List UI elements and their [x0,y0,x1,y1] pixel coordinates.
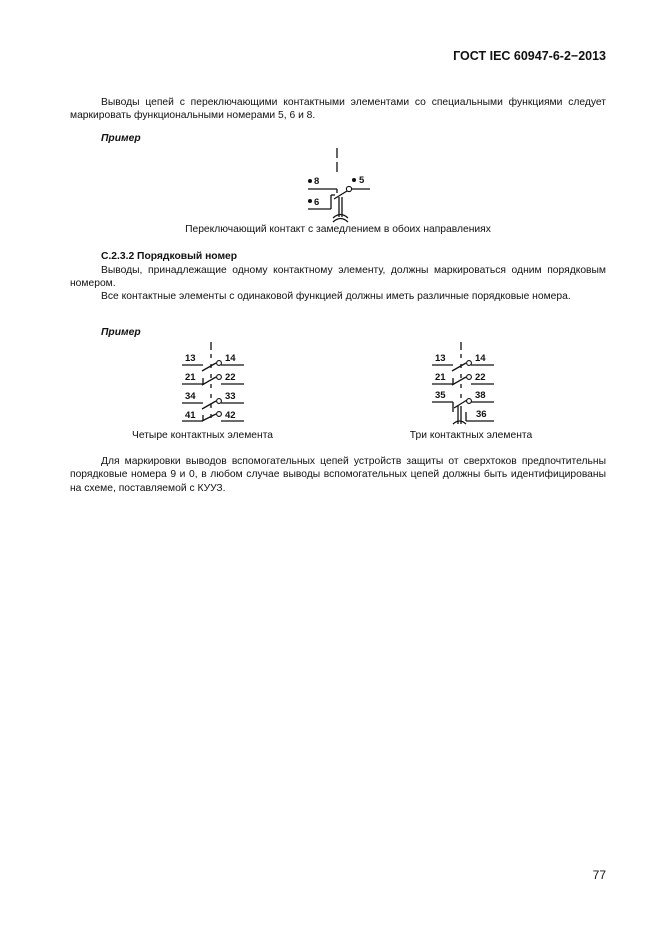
section-heading: С.2.3.2 Порядковый номер [101,251,238,262]
example1-caption: Переключающий контакт с замедлением в обоих направлениях [185,224,491,235]
four-contacts-diagram [178,340,248,422]
delay-arc-2 [333,219,348,223]
terminal-35: 35 [435,390,446,401]
intro-paragraph: Выводы цепей с переключающими контактными элементами со специальными функциями следует маркировать функциональными номерами 5, 6 и 8. [70,97,606,122]
closing-paragraph: Для маркировки выводов вспомогательных цепей устройств защиты от сверхтоков предпочтительны порядковые номера 9 и 0, в любом случае выводы вспомогательных цепей должны быть идентифицированы на схеме, поставляемой с КУУЗ. [70,456,606,494]
terminal-label-8: 8 [314,176,320,187]
contact-point-14 [467,361,472,366]
terminal-34: 34 [185,391,196,402]
changeover-contact-diagram [295,145,385,223]
terminal-dot-8 [308,179,312,183]
section-paragraph-2: Все контактные элементы с одинаковой функцией должны иметь различные порядковые номера. [101,291,571,302]
right-diagram-caption: Три контактных элемента [409,430,533,441]
contact-41-42 [202,414,216,421]
delay-arc-1 [333,215,348,219]
terminal-13: 13 [185,353,196,364]
example-label-1: Пример [101,133,141,144]
contact-13-14 [202,363,216,371]
left-diagram-caption: Четыре контактных элемента [131,430,274,441]
terminal-42: 42 [225,410,236,421]
terminal-14: 14 [475,353,486,364]
terminal-22: 22 [225,372,236,383]
contact-point-42 [217,412,222,417]
contact-point-33 [217,399,222,404]
terminal-14: 14 [225,353,236,364]
terminal-dot-5 [352,178,356,182]
terminal-13: 13 [435,353,446,364]
terminal-label-5: 5 [359,175,365,186]
terminal-38: 38 [475,390,486,401]
contact-point-5 [346,186,351,191]
terminal-41: 41 [185,410,196,421]
terminal-22: 22 [475,372,486,383]
contact-point-22 [467,375,472,380]
delay-arc [453,421,466,424]
terminal-36: 36 [476,409,487,420]
moving-contact [334,191,347,199]
contact-point-38 [467,399,472,404]
terminal-dot-6 [308,199,312,203]
document-header: ГОСТ IEC 60947-6-2−2013 [453,49,606,63]
terminal-21: 21 [185,372,196,383]
three-contacts-diagram [428,340,498,426]
section-paragraph-1: Выводы, принадлежащие одному контактному элементу, должны маркироваться одним порядковым номером. [70,265,606,290]
contact-21-22 [202,377,216,385]
contact-21-22 [452,377,466,385]
contact-13-14 [452,363,466,371]
contact-point-22 [217,375,222,380]
terminal-33: 33 [225,391,236,402]
example-label-2: Пример [101,327,141,338]
terminal-21: 21 [435,372,446,383]
contact-point-14 [217,361,222,366]
contact-34-33 [202,401,216,409]
terminal-label-6: 6 [314,197,320,208]
page-number: 77 [592,868,606,882]
